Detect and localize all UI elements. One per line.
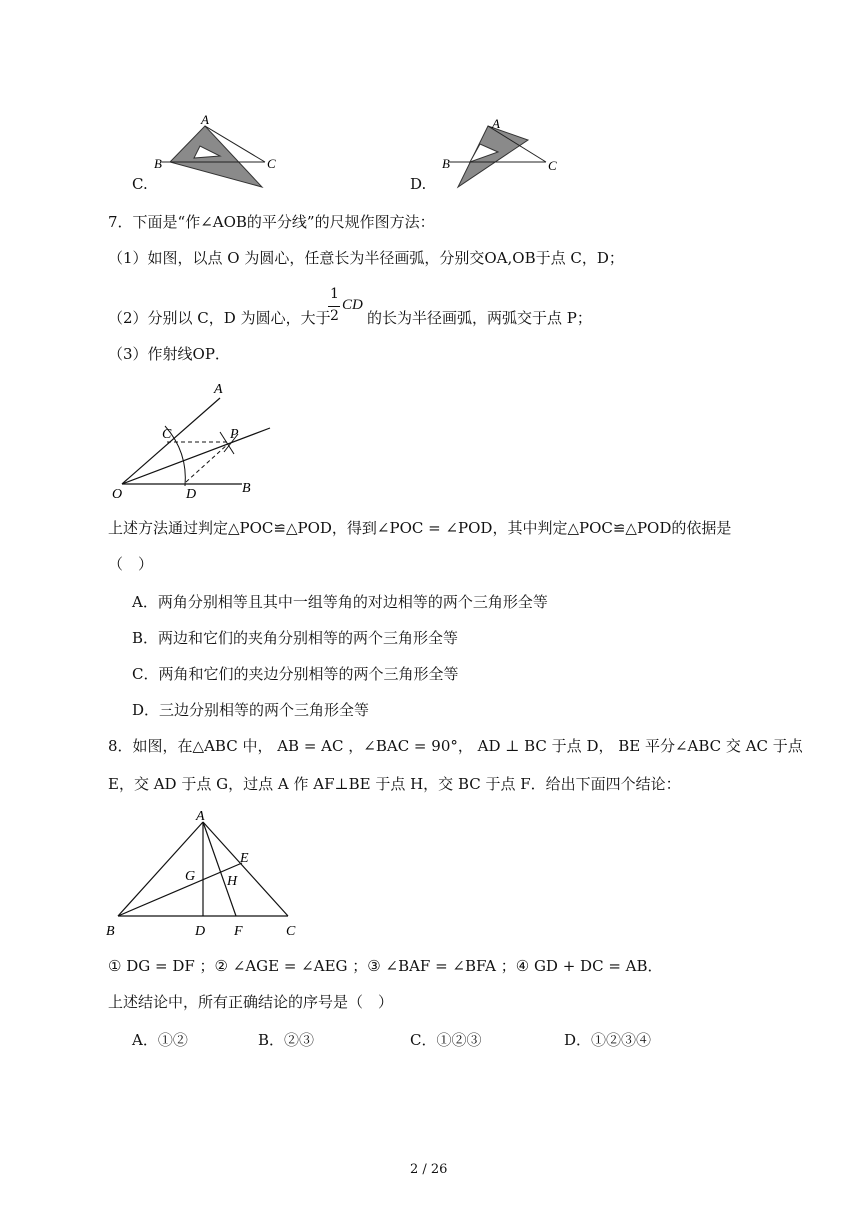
q8-conclusions: ① DG = DF ；② ∠AGE = ∠AEG ；③ ∠BAF = ∠BFA ；④ GD + DC = AB．: [108, 957, 663, 975]
q7-construction-figure: [110, 378, 280, 500]
q8-line2: E，交 AD 于点 G，过点 A 作 AF⊥BE 于点 H，交 BC 于点 F．给出下面四个结论：: [108, 775, 681, 793]
option-c-figure: [150, 112, 290, 192]
q7-paren: （ ）: [108, 555, 154, 573]
q8-choice-b[interactable]: B．②③: [258, 1031, 315, 1049]
label-C: C: [286, 924, 296, 939]
label-D: D: [186, 487, 197, 500]
option-d-figure: [438, 112, 578, 192]
label-C: C: [548, 158, 557, 173]
label-A: A: [214, 382, 223, 397]
label-A: A: [201, 112, 209, 127]
q7-step2-a: （2）分别以 C，D 为圆心，大于: [108, 309, 331, 327]
label-B: B: [442, 156, 450, 171]
q8-triangle-figure: [100, 808, 315, 940]
q7-choice-a[interactable]: A．两角分别相等且其中一组等角的对边相等的两个三角形全等: [132, 593, 548, 611]
label-D: D: [195, 924, 206, 939]
option-c-label: C.: [132, 175, 148, 193]
fraction-bar: [328, 306, 340, 307]
q8-choice-a[interactable]: A．①②: [132, 1031, 188, 1049]
option-d-label: D.: [410, 175, 427, 193]
fraction-variable: CD: [342, 297, 363, 313]
label-A: A: [196, 809, 205, 824]
q7-step1: （1）如图，以点 O 为圆心，任意长为半径画弧，分别交OA,OB于点 C，D；: [108, 249, 624, 267]
label-A: A: [492, 116, 500, 131]
q7-choice-c[interactable]: C．两角和它们的夹边分别相等的两个三角形全等: [132, 665, 459, 683]
q7-step3: （3）作射线OP．: [108, 345, 230, 363]
q8-choice-d[interactable]: D．①②③④: [564, 1031, 652, 1049]
label-B: B: [242, 481, 251, 496]
q8-line1: 8．如图，在△ABC 中， AB = AC ，∠BAC = 90°， AD ⊥ BC 于点 D， BE 平分∠ABC 交 AC 于点: [108, 737, 803, 755]
fraction-numerator: 1: [330, 286, 339, 302]
label-B: B: [154, 156, 162, 171]
label-G: G: [185, 869, 196, 884]
label-O: O: [112, 487, 123, 500]
label-H: H: [227, 874, 238, 889]
fraction-denominator: 2: [330, 308, 339, 324]
label-P: P: [230, 427, 239, 442]
label-B: B: [106, 924, 115, 939]
label-C: C: [267, 156, 276, 171]
q7-choice-d[interactable]: D．三边分别相等的两个三角形全等: [132, 701, 370, 719]
q7-choice-b[interactable]: B．两边和它们的夹角分别相等的两个三角形全等: [132, 629, 459, 647]
label-C: C: [162, 427, 172, 442]
q7-step2-b: 的长为半径画弧，两弧交于点 P；: [367, 309, 592, 327]
label-E: E: [240, 851, 249, 866]
q7-question: 上述方法通过判定△POC≌△POD，得到∠POC = ∠POD，其中判定△POC≌△POD的依据是: [108, 519, 732, 537]
q8-question: 上述结论中，所有正确结论的序号是（ ）: [108, 993, 394, 1011]
label-F: F: [234, 924, 243, 939]
q7-stem: 7．下面是“作∠AOB的平分线”的尺规作图方法：: [108, 213, 435, 231]
q8-choice-c[interactable]: C．①②③: [410, 1031, 482, 1049]
page-number: 2 / 26: [410, 1162, 448, 1177]
q7-fraction: [328, 286, 366, 330]
